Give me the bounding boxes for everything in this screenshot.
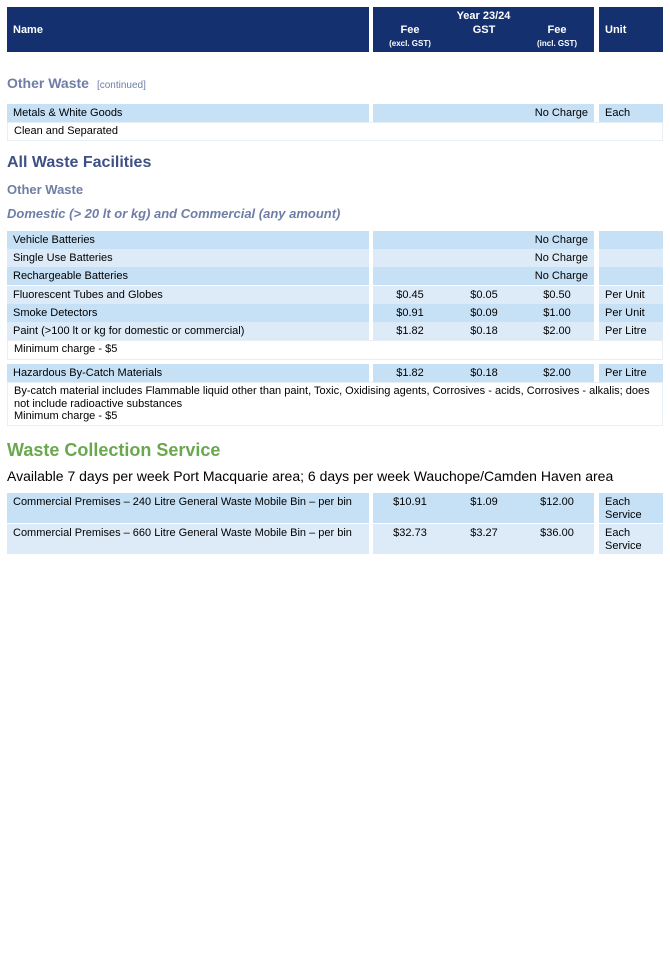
heading-all-waste-facilities: All Waste Facilities xyxy=(7,154,152,171)
header-fee-incl-sub: (incl. GST) xyxy=(537,39,577,48)
row-unit xyxy=(599,231,663,249)
note-text: Clean and Separated xyxy=(14,125,118,137)
row-unit: Per Unit xyxy=(599,286,663,304)
fee-incl-value: $2.00 xyxy=(543,367,571,379)
table-row xyxy=(7,286,663,304)
row-unit xyxy=(599,267,663,285)
table-row xyxy=(7,249,663,267)
note-text: By-catch material includes Flammable liquid other than paint, Toxic, Oxidising agents, Corrosives - acids, Corrosives - alkalis; does not include radioactive substances xyxy=(14,385,650,410)
row-unit xyxy=(599,493,663,523)
row-name: Vehicle Batteries xyxy=(7,231,369,249)
table-row xyxy=(7,304,663,322)
unit-line: Each xyxy=(605,527,631,539)
fee-excl-value: $10.91 xyxy=(393,496,427,508)
row-fee xyxy=(373,304,594,322)
heading-other-waste: Other Waste xyxy=(7,182,84,197)
table-row-hazardous xyxy=(7,364,663,382)
row-name: Commercial Premises – 660 Litre General Waste Mobile Bin – per bin xyxy=(7,524,369,554)
row-name: Commercial Premises – 240 Litre General Waste Mobile Bin – per bin xyxy=(7,493,369,523)
header-fee-excl-sub: (excl. GST) xyxy=(389,39,431,48)
heading-domestic-commercial: Domestic (> 20 lt or kg) and Commercial (any amount) xyxy=(7,206,341,221)
row-unit xyxy=(599,524,663,554)
row-name: Hazardous By-Catch Materials xyxy=(7,364,369,382)
no-charge-label: No Charge xyxy=(534,252,588,264)
header-fee-excl xyxy=(373,24,447,50)
row-unit: Per Litre xyxy=(599,364,663,382)
row-unit: Per Unit xyxy=(599,304,663,322)
gst-value: $0.05 xyxy=(470,289,498,301)
fee-incl-value: $0.50 xyxy=(543,289,571,301)
row-fee xyxy=(373,524,594,554)
gst-value: $1.09 xyxy=(470,496,498,508)
header-name-cell xyxy=(7,7,369,52)
table-row xyxy=(7,231,663,249)
gst-value: $0.18 xyxy=(470,367,498,379)
table-row xyxy=(7,322,663,340)
row-name: Fluorescent Tubes and Globes xyxy=(7,286,369,304)
row-fee xyxy=(373,267,594,285)
note-text: Minimum charge - $5 xyxy=(14,410,118,422)
note-metals xyxy=(7,122,663,141)
gst-value: $0.18 xyxy=(470,325,498,337)
note-hazardous xyxy=(7,382,663,426)
header-fee-incl-label: Fee xyxy=(547,24,567,36)
row-name: Metals & White Goods xyxy=(7,104,369,122)
unit-line: Each xyxy=(605,496,631,508)
row-name: Single Use Batteries xyxy=(7,249,369,267)
table-row-metals xyxy=(7,104,663,122)
fee-excl-value: $0.45 xyxy=(396,289,424,301)
row-fee xyxy=(373,231,594,249)
fee-excl-value: $32.73 xyxy=(393,527,427,539)
table-row-bin-660 xyxy=(7,524,663,554)
row-unit xyxy=(599,249,663,267)
heading-waste-collection-service: Waste Collection Service xyxy=(7,440,221,460)
unit-line: Service xyxy=(605,540,642,552)
collection-availability-text: Available 7 days per week Port Macquarie area; 6 days per week Wauchope/Camden Haven area xyxy=(7,468,614,484)
header-year-label: Year 23/24 xyxy=(456,10,511,22)
fee-excl-value: $1.82 xyxy=(396,367,424,379)
row-fee xyxy=(373,493,594,523)
header-fee-incl xyxy=(520,24,594,50)
row-name: Smoke Detectors xyxy=(7,304,369,322)
row-name: Paint (>100 lt or kg for domestic or commercial) xyxy=(7,322,369,340)
note-text: Minimum charge - $5 xyxy=(14,343,118,355)
row-name: Rechargeable Batteries xyxy=(7,267,369,285)
continued-label: [continued] xyxy=(96,80,146,91)
table-row-bin-240 xyxy=(7,493,663,523)
row-fee xyxy=(373,322,594,340)
row-unit: Per Litre xyxy=(599,322,663,340)
gst-value: $0.09 xyxy=(470,307,498,319)
header-gst-label: GST xyxy=(472,24,496,36)
section-heading-other-waste-continued xyxy=(7,75,146,91)
row-fee xyxy=(373,286,594,304)
gst-value: $3.27 xyxy=(470,527,498,539)
no-charge-label: No Charge xyxy=(534,270,588,282)
header-name-label: Name xyxy=(13,23,43,36)
header-unit-label: Unit xyxy=(605,23,627,36)
no-charge-label: No Charge xyxy=(534,107,588,119)
unit-line: Service xyxy=(605,509,642,521)
fee-incl-value: $36.00 xyxy=(540,527,574,539)
header-unit-cell xyxy=(599,7,663,52)
no-charge-label: No Charge xyxy=(534,234,588,246)
note-paint xyxy=(7,340,663,360)
fee-incl-value: $12.00 xyxy=(540,496,574,508)
table-row xyxy=(7,267,663,285)
fee-excl-value: $0.91 xyxy=(396,307,424,319)
row-fee xyxy=(373,249,594,267)
row-unit: Each xyxy=(599,104,663,122)
header-fee-group xyxy=(373,7,594,52)
section-title: Other Waste xyxy=(7,75,89,91)
fee-incl-value: $1.00 xyxy=(543,307,571,319)
row-fee xyxy=(373,104,594,122)
row-fee xyxy=(373,364,594,382)
header-gst xyxy=(447,24,521,37)
fee-excl-value: $1.82 xyxy=(396,325,424,337)
fee-incl-value: $2.00 xyxy=(543,325,571,337)
header-fee-excl-label: Fee xyxy=(400,24,420,36)
